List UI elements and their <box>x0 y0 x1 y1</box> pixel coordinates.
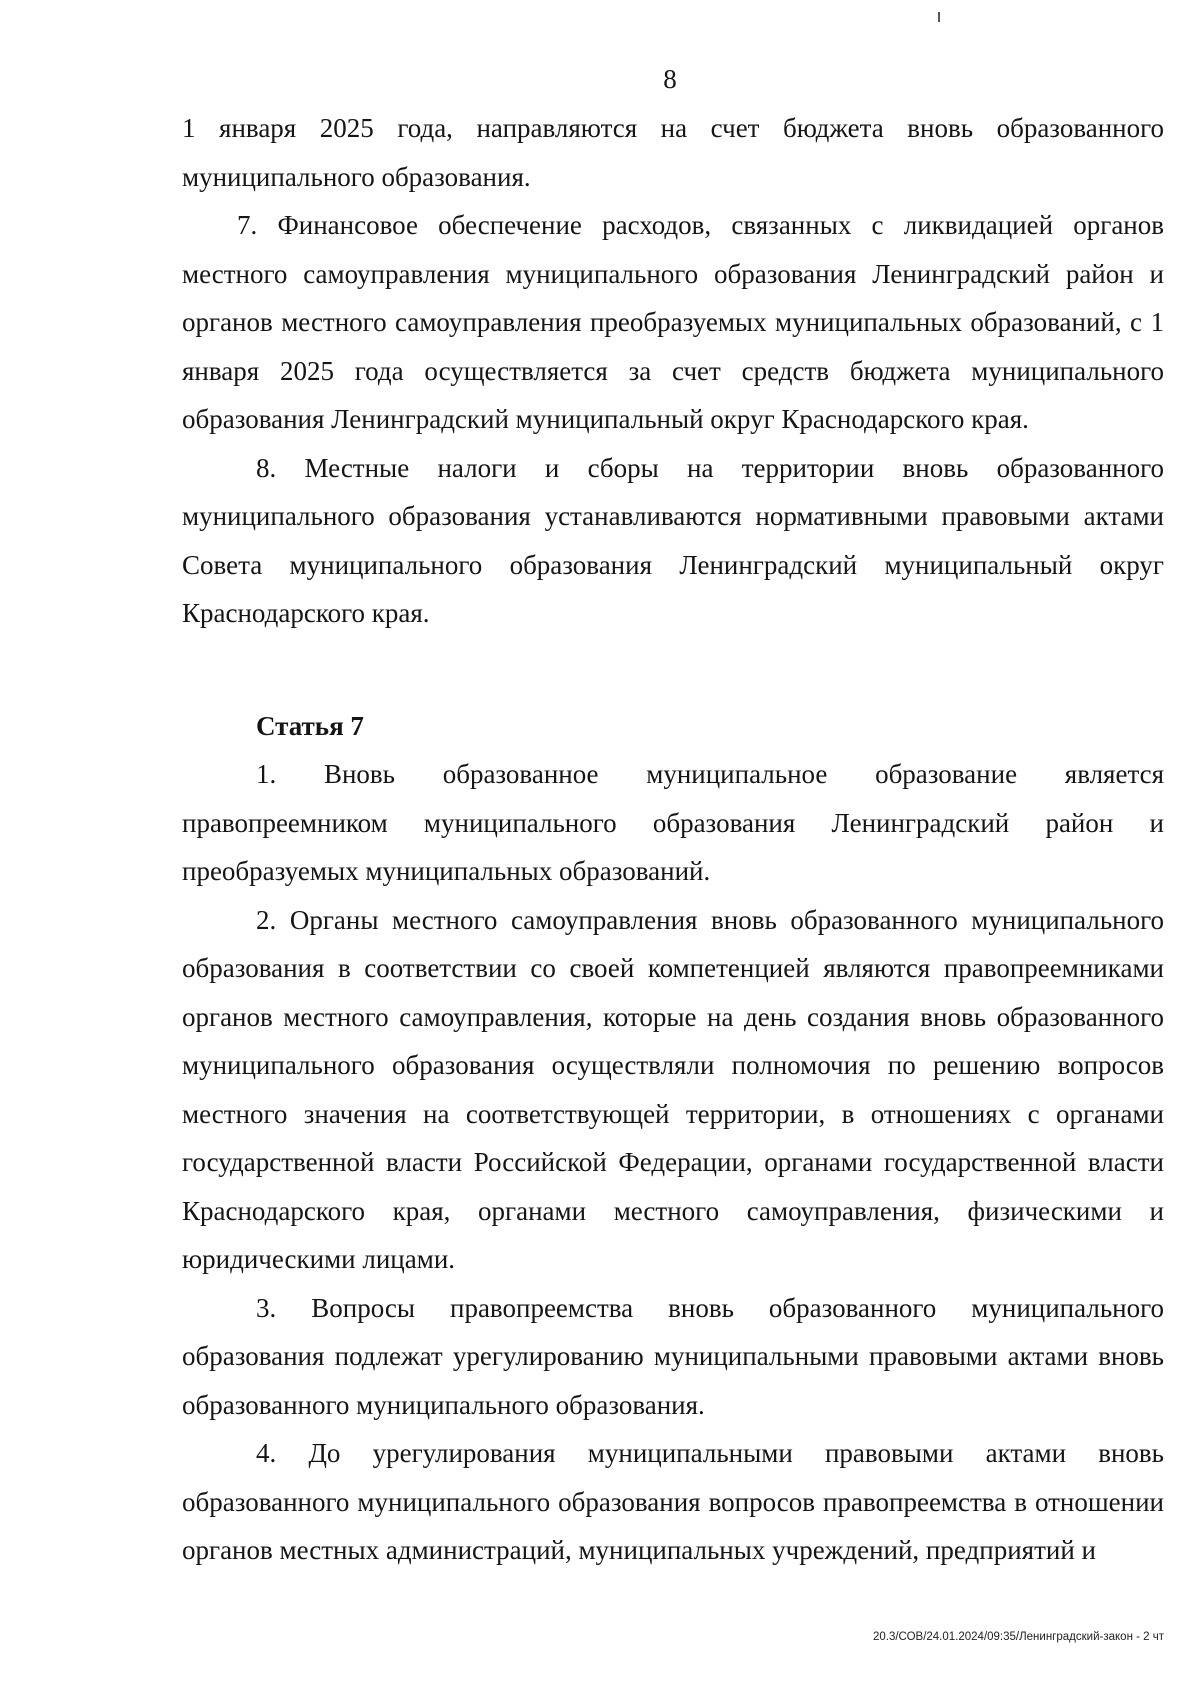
document-body <box>182 104 1164 1575</box>
paragraph-7: 7. Финансовое обеспечение расходов, связанных с ликвидацией органов местного самоуправления муниципального образования Ленинградский район и органов местного самоуправления преобразуемых муниципальных образований, с 1 января 2025 года осуществляется за счет средств бюджета муниципального образования Ленинградский муниципальный округ Краснодарского края. <box>182 210 1164 434</box>
section-gap <box>182 638 1164 702</box>
paragraph-8: 8. Местные налоги и сборы на территории вновь образованного муниципального образования устанавливаются нормативными правовыми актами Совета муниципального образования Ленинградский муниципальный округ Краснодарского края. <box>182 452 1164 628</box>
scan-mark <box>938 12 940 22</box>
page-number: 8 <box>663 64 677 94</box>
article-item-3: 3. Вопросы правопреемства вновь образованного муниципального образования подлежат урегулированию муниципальными правовыми актами вновь образованного муниципального образования. <box>182 1292 1164 1420</box>
article-item-4: 4. До урегулирования муниципальными правовыми актами вновь образованного муниципального образования вопросов правопреемства в отношении органов местных администраций, муниципальных учреждений, предприятий и <box>182 1438 1164 1565</box>
article-item-2: 2. Органы местного самоуправления вновь образованного муниципального образования в соответствии со своей компетенцией являются правопреемниками органов местного самоуправления, которые на день создания вновь образованного муниципального образования осуществляли полномочия по решению вопросов местного значения на соответствующей территории, в отношениях с органами государственной власти Российской Федерации, органами государственной власти Краснодарского края, органами местного самоуправления, физическими и юридическими лицами. <box>182 904 1164 1274</box>
article-item-1: 1. Вновь образованное муниципальное образование является правопреемником муниципального образования Ленинградский район и преобразуемых муниципальных образований. <box>182 759 1164 886</box>
paragraph-continuation: 1 января 2025 года, направляются на счет бюджета вновь образованного муниципального образования. <box>182 113 1164 192</box>
footer-stamp: 20.3/СОВ/24.01.2024/09:35/Ленинградский-закон - 2 чт <box>872 1631 1164 1643</box>
article-heading: Статья 7 <box>256 710 364 741</box>
